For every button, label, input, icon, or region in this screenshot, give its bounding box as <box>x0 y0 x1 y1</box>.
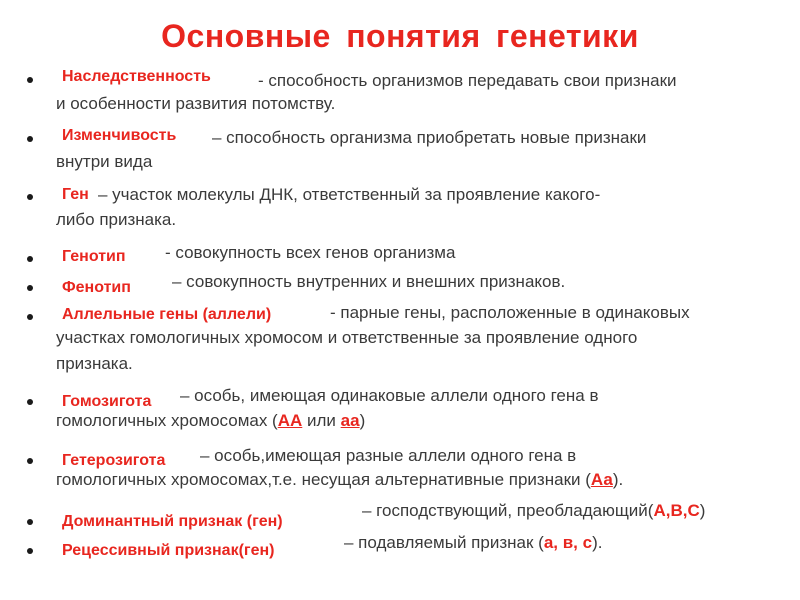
definition-line: - способность организмов передавать свои признаки <box>258 71 677 90</box>
definition-line: – особь, имеющая одинаковые аллели одного гена в <box>180 386 599 405</box>
definition-line <box>56 470 623 490</box>
bullet-icon <box>27 314 33 320</box>
term: Аллельные гены (аллели) <box>62 306 272 323</box>
definition-text: гомологичных хромосомах,т.е. несущая альтернативные признаки ( <box>56 470 591 489</box>
bullet-icon <box>27 458 33 464</box>
definition-text: гомологичных хромосомах ( <box>56 411 278 430</box>
example-homozygote-dominant: АА <box>277 411 303 430</box>
bullet-icon <box>27 77 33 83</box>
definition-line: – участок молекулы ДНК, ответственный за проявление какого- <box>98 185 601 204</box>
bullet-icon <box>27 519 33 525</box>
term: Генотип <box>62 248 126 265</box>
example-heterozygote: Аа <box>590 470 613 489</box>
term: Гомозигота <box>62 393 152 410</box>
example-recessive: а, в, с <box>543 533 593 552</box>
bullet-icon <box>27 136 33 142</box>
definition-text: ) <box>359 411 366 430</box>
bullet-icon <box>27 285 33 291</box>
definition-line: участках гомологичных хромосом и ответственные за проявление одного <box>56 328 638 347</box>
definition-text: ) <box>699 501 706 520</box>
term: Ген <box>62 186 89 203</box>
term: Изменчивость <box>62 127 177 144</box>
definition-text: ). <box>612 470 624 489</box>
definition-text: или <box>302 411 341 430</box>
term: Гетерозигота <box>62 452 166 469</box>
example-dominant: А,В,С <box>653 501 700 520</box>
bullet-icon <box>27 256 33 262</box>
term: Доминантный признак (ген) <box>62 513 283 530</box>
definition-text: ). <box>592 533 603 552</box>
definition-line: и особенности развития потомству. <box>56 94 336 113</box>
bullet-icon <box>27 194 33 200</box>
term: Рецессивный признак(ген) <box>62 542 275 559</box>
term: Наследственность <box>62 68 211 85</box>
page-title: Основные понятия генетики <box>161 18 639 54</box>
definition-line: признака. <box>56 354 133 373</box>
definition-line <box>362 501 705 521</box>
definition-line: – особь,имеющая разные аллели одного гена в <box>200 446 577 465</box>
definition-text: – господствующий, преобладающий( <box>362 501 654 520</box>
definition-text: – подавляемый признак ( <box>344 533 544 552</box>
definition-line: - совокупность всех генов организма <box>165 243 456 262</box>
example-homozygote-recessive: аа <box>340 411 360 430</box>
definition-line: – совокупность внутренних и внешних признаков. <box>172 272 566 291</box>
definition-line: внутри вида <box>56 152 153 171</box>
definition-line: - парные гены, расположенные в одинаковых <box>330 303 690 322</box>
bullet-icon <box>27 548 33 554</box>
definition-line <box>344 533 602 553</box>
definition-line: – способность организма приобретать новые признаки <box>212 128 647 147</box>
bullet-icon <box>27 399 33 405</box>
term: Фенотип <box>62 279 131 296</box>
definition-line: либо признака. <box>56 210 177 229</box>
definition-line <box>56 411 365 431</box>
